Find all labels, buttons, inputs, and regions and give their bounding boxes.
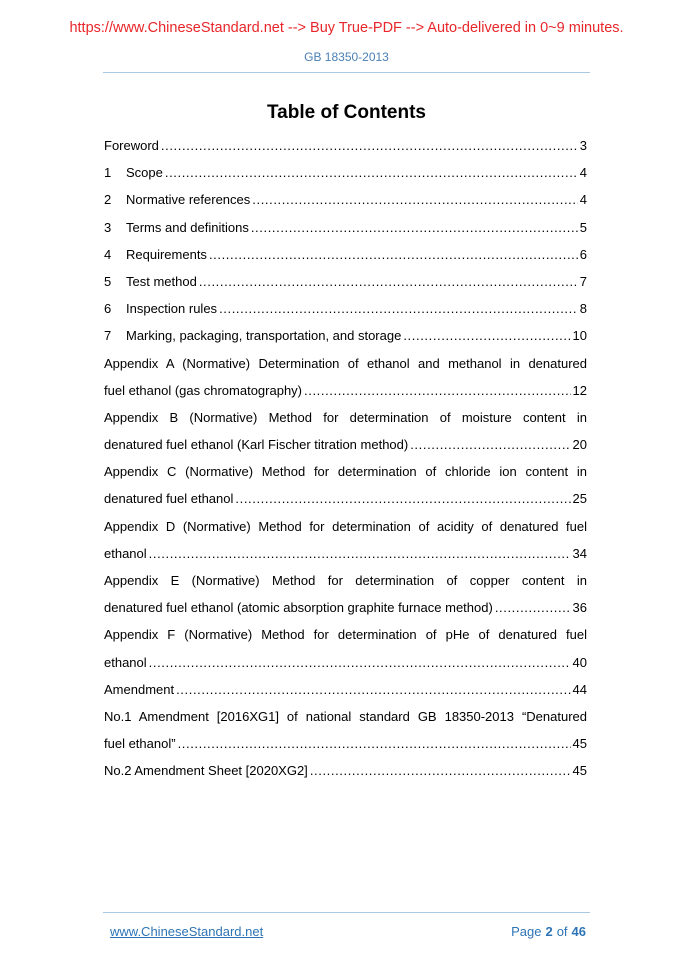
toc-entry-line xyxy=(104,489,587,516)
page-of: of xyxy=(556,924,568,939)
page-title: Table of Contents xyxy=(266,102,427,123)
toc-entry-title: fuel ethanol (gas chromatography) xyxy=(104,382,303,398)
toc-entry[interactable] xyxy=(104,707,587,761)
dot-leader xyxy=(178,734,571,761)
dot-leader xyxy=(219,299,578,326)
toc-entry-title: ethanol xyxy=(104,545,147,561)
toc-entry[interactable] xyxy=(104,272,587,299)
toc-entry-line xyxy=(104,408,587,435)
toc-entry-page: 5 xyxy=(579,219,587,235)
toc-entry-title: Appendix E (Normative) Method for determination of copper content in xyxy=(104,573,587,588)
toc-entry-page: 4 xyxy=(579,165,587,181)
toc-entry-line xyxy=(104,707,587,734)
toc-entry[interactable] xyxy=(104,625,587,679)
toc-entry[interactable] xyxy=(104,462,587,516)
toc-entry-title: Normative references xyxy=(126,192,251,208)
dot-leader xyxy=(161,136,578,163)
toc-entry-number: 7 xyxy=(104,328,112,344)
table-of-contents xyxy=(104,136,587,789)
toc-entry-title: denatured fuel ethanol xyxy=(104,491,234,507)
toc-entry-title: denatured fuel ethanol (Karl Fischer titration method) xyxy=(104,437,409,453)
toc-entry-line xyxy=(104,381,587,408)
toc-entry-title: Terms and definitions xyxy=(126,219,249,235)
dot-leader xyxy=(209,245,578,272)
toc-entry-line xyxy=(104,272,587,299)
toc-entry-number: 1 xyxy=(104,165,112,181)
toc-entry-line xyxy=(104,761,587,788)
dot-leader xyxy=(304,381,571,408)
toc-entry-title: Marking, packaging, transportation, and storage xyxy=(126,328,402,344)
toc-entry-title: Appendix F (Normative) Method for determination of pHe of denatured fuel xyxy=(104,627,587,643)
toc-entry[interactable] xyxy=(104,571,587,625)
toc-entry[interactable] xyxy=(104,517,587,571)
dot-leader xyxy=(251,218,578,245)
total-pages: 46 xyxy=(571,924,586,939)
dot-leader xyxy=(495,598,571,625)
dot-leader xyxy=(410,435,570,462)
toc-entry-line xyxy=(104,435,587,462)
toc-entry-title: Appendix A (Normative) Determination of ethanol and methanol in denatured xyxy=(104,355,587,371)
toc-entry-line xyxy=(104,544,587,571)
toc-entry-title: No.1 Amendment [2016XG1] of national standard GB 18350-2013 “Denatured xyxy=(104,708,587,724)
toc-entry-title: Requirements xyxy=(126,246,207,262)
standard-number: GB 18350-2013 xyxy=(304,50,389,64)
toc-entry-page: 45 xyxy=(572,736,587,752)
toc-entry-page: 45 xyxy=(572,763,587,779)
toc-entry-number: 4 xyxy=(104,246,112,262)
dot-leader xyxy=(176,680,570,707)
page-indicator xyxy=(511,924,590,939)
toc-entry-line xyxy=(104,734,587,761)
toc-entry[interactable] xyxy=(104,354,587,408)
toc-entry-line xyxy=(104,571,587,598)
toc-entry-line xyxy=(104,190,587,217)
footer-website-link[interactable]: www.ChineseStandard.net xyxy=(110,924,264,939)
toc-entry-page: 25 xyxy=(572,491,587,507)
dot-leader xyxy=(403,326,570,353)
footer-divider xyxy=(103,912,590,913)
toc-entry-line xyxy=(104,653,587,680)
toc-entry-title: Appendix D (Normative) Method for determination of acidity of denatured fuel xyxy=(104,518,587,534)
toc-entry-line xyxy=(104,598,587,625)
toc-entry[interactable] xyxy=(104,761,587,788)
toc-entry-title: Amendment xyxy=(104,681,175,697)
dot-leader xyxy=(235,489,570,516)
toc-entry-page: 36 xyxy=(572,600,587,616)
toc-entry-title: Foreword xyxy=(104,138,159,153)
toc-entry-line xyxy=(104,354,587,381)
promo-banner[interactable]: https://www.ChineseStandard.net --> Buy True-PDF --> Auto-delivered in 0~9 minutes. xyxy=(69,20,624,36)
header-divider xyxy=(103,72,590,73)
toc-entry-line xyxy=(104,299,587,326)
dot-leader xyxy=(165,163,578,190)
toc-entry[interactable] xyxy=(104,299,587,326)
toc-entry-number: 3 xyxy=(104,219,112,235)
toc-entry-page: 10 xyxy=(572,328,587,344)
toc-entry-title: Appendix C (Normative) Method for determination of chloride ion content in xyxy=(104,464,587,480)
toc-entry[interactable] xyxy=(104,190,587,217)
toc-entry-line xyxy=(104,136,587,163)
toc-entry-number: 2 xyxy=(104,192,112,208)
toc-entry-line xyxy=(104,326,587,353)
dot-leader xyxy=(252,190,577,217)
toc-entry-page: 8 xyxy=(579,301,587,317)
toc-entry-title: fuel ethanol” xyxy=(104,736,176,752)
toc-entry[interactable] xyxy=(104,408,587,462)
toc-entry-page: 7 xyxy=(579,273,587,289)
dot-leader xyxy=(310,761,571,788)
dot-leader xyxy=(149,653,571,680)
toc-entry-line xyxy=(104,625,587,652)
toc-entry-title: ethanol xyxy=(104,654,147,670)
toc-entry[interactable] xyxy=(104,218,587,245)
dot-leader xyxy=(149,544,571,571)
toc-entry[interactable] xyxy=(104,326,587,353)
current-page: 2 xyxy=(545,924,553,939)
toc-entry-line xyxy=(104,517,587,544)
toc-entry-title: Appendix B (Normative) Method for determination of moisture content in xyxy=(104,409,587,425)
toc-entry-number: 5 xyxy=(104,273,112,289)
toc-entry-title: No.2 Amendment Sheet [2020XG2] xyxy=(104,763,308,779)
toc-entry[interactable] xyxy=(104,680,587,707)
toc-entry-page: 12 xyxy=(572,382,587,398)
toc-entry-line xyxy=(104,218,587,245)
toc-entry-page: 6 xyxy=(579,246,587,262)
toc-entry-title: Scope xyxy=(126,165,163,181)
toc-entry-line xyxy=(104,462,587,489)
toc-entry-line xyxy=(104,245,587,272)
toc-entry-page: 44 xyxy=(572,681,587,697)
toc-entry-page: 4 xyxy=(579,192,587,208)
toc-entry-line xyxy=(104,163,587,190)
toc-entry[interactable] xyxy=(104,163,587,190)
toc-entry-page: 34 xyxy=(572,545,587,561)
toc-entry-page: 3 xyxy=(579,138,587,153)
toc-entry-title: Inspection rules xyxy=(126,301,218,317)
toc-entry-page: 40 xyxy=(572,654,587,670)
toc-entry-title: denatured fuel ethanol (atomic absorption graphite furnace method) xyxy=(104,600,493,616)
dot-leader xyxy=(199,272,578,299)
toc-entry-number: 6 xyxy=(104,301,112,317)
toc-entry[interactable] xyxy=(104,136,587,163)
toc-entry-page: 20 xyxy=(572,437,587,453)
toc-entry-title: Test method xyxy=(126,273,197,289)
toc-entry[interactable] xyxy=(104,245,587,272)
page-prefix: Page xyxy=(511,924,542,939)
toc-entry-line xyxy=(104,680,587,707)
